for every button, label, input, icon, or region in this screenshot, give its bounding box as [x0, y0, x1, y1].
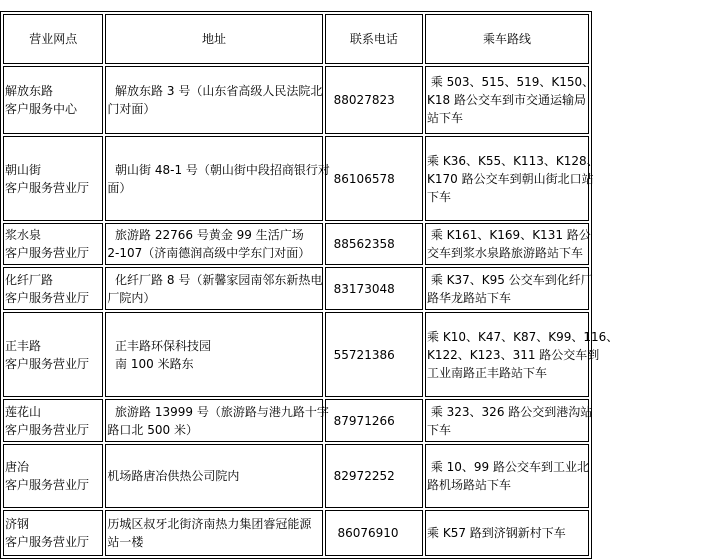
route-cell-line: K170 路公交车到朝山街北口站	[427, 171, 594, 186]
route-cell-line: 路机场路站下车	[427, 478, 512, 492]
header-route: 乘车路线	[425, 14, 589, 64]
route-cell	[425, 312, 619, 397]
phone-cell	[325, 444, 423, 508]
table-row	[3, 223, 589, 265]
outlet-cell-line: 客户服务营业厅	[5, 422, 90, 437]
table-row	[3, 312, 589, 397]
outlet-cell	[3, 312, 103, 397]
phone-cell	[325, 267, 423, 310]
route-cell-line: K18 路公交车到市交通运输局	[427, 93, 586, 107]
route-cell	[425, 223, 589, 265]
table-row	[3, 399, 589, 442]
outlet-cell-line: 浆水泉	[5, 228, 42, 242]
address-cell-line: 解放东路 3 号（山东省高级人民法院北	[107, 84, 323, 98]
table-row	[3, 267, 589, 310]
route-cell-line: 乘 K10、K47、K87、K99、116、	[427, 329, 619, 344]
route-cell-line: 交车到浆水泉路旅游路站下车	[427, 246, 584, 260]
route-cell-line: 路华龙路站下车	[427, 290, 512, 305]
outlet-cell	[3, 399, 103, 442]
outlet-cell-line: 客户服务营业厅	[5, 180, 90, 195]
phone-cell	[325, 66, 423, 134]
route-cell	[425, 444, 589, 508]
address-cell	[105, 510, 322, 556]
outlet-cell-line: 化纤厂路	[5, 272, 54, 287]
address-cell-line: 面）	[107, 180, 132, 195]
address-cell-line: 旅游路 13999 号（旅游路与港九路十字	[107, 404, 329, 419]
route-cell-line: 乘 K37、K95 公交车到化纤厂	[427, 272, 593, 287]
phone-cell-text: 82972252	[333, 469, 395, 483]
address-cell-line: 厂院内）	[107, 290, 156, 305]
header-row	[3, 14, 589, 64]
outlet-cell-line: 客户服务营业厅	[5, 356, 90, 371]
route-cell-line: 下车	[427, 189, 452, 204]
route-cell	[425, 510, 589, 556]
phone-cell	[325, 312, 423, 397]
outlet-cell	[3, 223, 103, 265]
phone-cell-text: 55721386	[333, 347, 395, 362]
address-cell	[105, 312, 322, 397]
outlet-cell	[3, 510, 103, 556]
outlet-cell-line: 唐冶	[5, 460, 30, 474]
address-cell-line: 机场路唐冶供热公司院内	[107, 469, 240, 483]
phone-cell-text: 88027823	[333, 93, 395, 107]
table-row	[3, 444, 589, 508]
header-outlet: 营业网点	[3, 14, 103, 64]
outlet-cell	[3, 267, 103, 310]
route-cell	[425, 267, 593, 310]
address-cell	[105, 399, 329, 442]
table-row	[3, 66, 589, 134]
address-cell-line: 旅游路 22766 号黄金 99 生活广场	[107, 228, 304, 242]
route-cell-line: 站下车	[427, 111, 464, 125]
phone-cell-text: 88562358	[333, 237, 395, 251]
outlet-cell	[3, 66, 103, 134]
route-cell-line: 工业南路正丰路站下车	[427, 365, 548, 380]
route-cell-line: 乘 K36、K55、K113、K128、	[427, 153, 599, 168]
outlet-cell	[3, 136, 103, 221]
address-cell-line: 化纤厂路 8 号（新馨家园南邻东新热电	[107, 272, 323, 287]
outlet-cell-line: 济钢	[5, 517, 30, 531]
outlet-cell-line: 客户服务营业厅	[5, 478, 90, 492]
route-cell-line: 乘 503、515、519、K150、	[427, 75, 595, 89]
outlet-cell-line: 朝山街	[5, 162, 42, 177]
address-cell-line: 正丰路环保科技园	[107, 338, 212, 353]
phone-cell	[325, 510, 423, 556]
outlet-cell	[3, 444, 103, 508]
table-row	[3, 136, 589, 221]
address-cell-line: 2-107（济南德润高级中学东门对面）	[107, 246, 311, 260]
address-cell-line: 历城区叔牙北街济南热力集团睿冠能源	[107, 517, 312, 531]
route-cell	[425, 66, 595, 134]
phone-cell-text: 83173048	[333, 281, 395, 296]
address-cell	[105, 136, 330, 221]
service-outlets-table	[0, 11, 619, 559]
header-phone: 联系电话	[325, 14, 423, 64]
address-cell-line: 朝山街 48-1 号（朝山街中段招商银行对	[107, 162, 330, 177]
address-cell-line: 站一楼	[107, 535, 144, 549]
route-cell-line: 下车	[427, 422, 452, 437]
route-cell-line: 乘 10、99 路公交车到工业北	[427, 460, 589, 474]
address-cell	[105, 66, 322, 134]
phone-cell-text: 86076910	[333, 526, 399, 540]
table-row	[3, 510, 589, 556]
route-cell-line: 乘 K57 路到济钢新村下车	[427, 526, 566, 540]
outlet-cell-line: 正丰路	[5, 338, 42, 353]
outlet-cell-line: 莲花山	[5, 404, 42, 419]
address-cell	[105, 267, 322, 310]
phone-cell	[325, 136, 423, 221]
outlet-cell-line: 客户服务中心	[5, 102, 78, 116]
address-cell-line: 门对面）	[107, 102, 156, 116]
phone-cell-text: 86106578	[333, 171, 395, 186]
address-cell-line: 路口北 500 米）	[107, 422, 198, 437]
phone-cell-text: 87971266	[333, 413, 395, 428]
address-cell	[105, 223, 322, 265]
outlet-cell-line: 解放东路	[5, 84, 54, 98]
address-cell-line: 南 100 米路东	[107, 356, 194, 371]
phone-cell	[325, 399, 423, 442]
route-cell	[425, 136, 599, 221]
phone-cell	[325, 223, 423, 265]
route-cell-line: K122、K123、311 路公交车到	[427, 347, 600, 362]
outlet-cell-line: 客户服务营业厅	[5, 535, 90, 549]
route-cell-line: 乘 K161、K169、K131 路公	[427, 228, 591, 242]
outlet-cell-line: 客户服务营业厅	[5, 290, 90, 305]
route-cell	[425, 399, 593, 442]
address-cell	[105, 444, 322, 508]
header-address: 地址	[105, 14, 322, 64]
outlet-cell-line: 客户服务营业厅	[5, 246, 90, 260]
route-cell-line: 乘 323、326 路公交到港沟站	[427, 404, 593, 419]
